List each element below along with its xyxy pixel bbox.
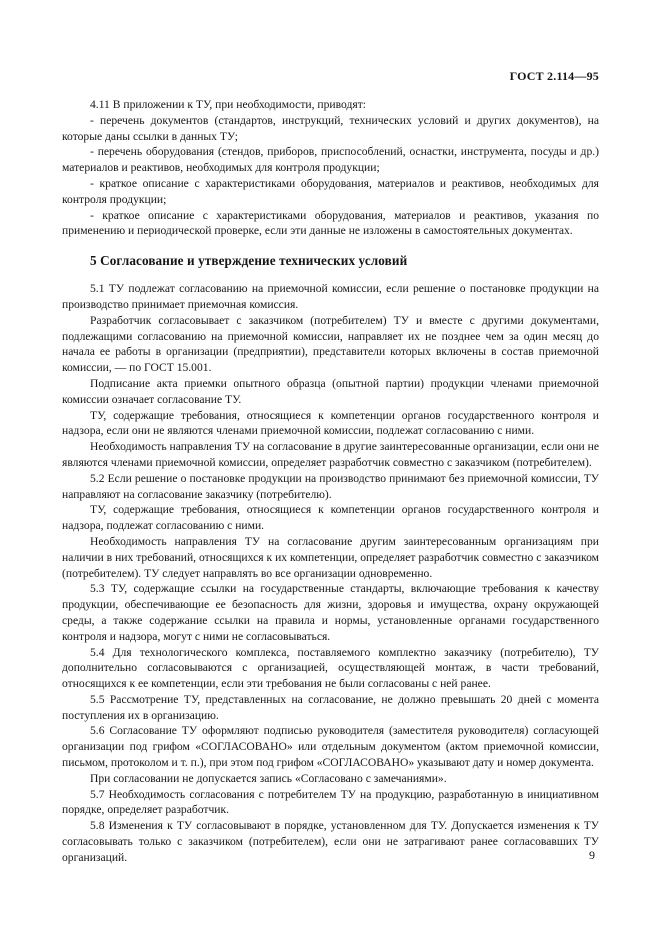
document-body: [62, 97, 599, 866]
paragraph: 5.2 Если решение о постановке продукции на производство принимают без приемочной комиссии, ТУ направляют на согласование заказчику (потребителю).: [62, 471, 599, 501]
list-item: - краткое описание с характеристиками оборудования, материалов и реактивов, указания по применению и периодической проверке, если эти данные не изложены в самостоятельных документах.: [62, 208, 599, 238]
section-heading: 5 Согласование и утверждение технических условий: [90, 253, 408, 269]
section-4-11: [62, 97, 599, 239]
paragraph: 5.5 Рассмотрение ТУ, представленных на согласование, не должно превышать 20 дней с момента поступления их в организацию.: [62, 692, 599, 722]
paragraph: 4.11 В приложении к ТУ, при необходимости, приводят:: [90, 98, 366, 111]
paragraph: 5.7 Необходимость согласования с потребителем ТУ на продукцию, разработанную в инициативном порядке, определяет разработчик.: [62, 787, 599, 817]
paragraph: Подписание акта приемки опытного образца (опытной партии) продукции членами приемочной комиссии означает согласование ТУ.: [62, 376, 599, 406]
list-item: - перечень документов (стандартов, инструкций, технических условий и других документов), на которые даны ссылки в данных ТУ;: [62, 113, 599, 143]
paragraph: 5.3 ТУ, содержащие ссылки на государственные стандарты, включающие требования к качеству продукции, обеспечивающие ее безопасность для жизни, здоровья и имущества, охрану окружающей среды, а также содержание ссылки на правила и нормы, установленные органами государственного контроля и надзора, могут с ними не согласовываться.: [62, 582, 599, 643]
paragraph: 5.1 ТУ подлежат согласованию на приемочной комиссии, если решение о постановке продукции на производство принимает приемочная комиссия.: [62, 282, 599, 311]
paragraph: 5.8 Изменения к ТУ согласовывают в порядке, установленном для ТУ. Допускается изменения к ТУ согласовывать только с заказчиком (потребителем), если они не затрагивают ранее согласовавших ТУ организаций.: [62, 819, 599, 864]
list-item: - краткое описание с характеристиками оборудования, материалов и реактивов, необходимых для контроля продукции;: [62, 176, 599, 206]
paragraph: При согласовании не допускается запись «Согласовано с замечаниями».: [90, 771, 447, 785]
paragraph: Необходимость направления ТУ на согласование другим заинтересованным организациям при наличии в них требований, относящихся к их компетенции, определяет разработчик совместно с заказчиком (потребителем). ТУ следует направлять во все организации одновременно.: [62, 534, 599, 580]
paragraph: 5.4 Для технологического комплекса, поставляемого комплектно заказчику (потребителю), ТУ дополнительно согласовываются с организацией, осуществляющей монтаж, в части требований, относящихся к ее компетенции, если эти требования не были согласованы с ней ранее.: [62, 645, 599, 691]
paragraph: ТУ, содержащие требования, относящиеся к компетенции органов государственного контроля и надзора, если они не являются членами приемочной комиссии, подлежат согласованию с ними.: [62, 408, 599, 438]
paragraph: 5.6 Согласование ТУ оформляют подписью руководителя (заместителя руководителя) согласующей организации под грифом «СОГЛАСОВАНО» или отдельным документом (актом приемочной комиссии, письмом, протоколом и т. п.), при этом под грифом «СОГЛАСОВАНО» указывают дату и номер документа.: [62, 724, 599, 770]
page-number: 9: [589, 848, 595, 862]
paragraph: Необходимость направления ТУ на согласование в другие заинтересованные организации, если они не являются членами приемочной комиссии, определяет разработчик совместно с заказчиком (потребителем).: [62, 440, 600, 469]
list-item: - перечень оборудования (стендов, приборов, приспособлений, оснастки, инструмента, посуды и др.) материалов и реактивов, необходимых для контроля продукции;: [62, 145, 599, 175]
document-code: ГОСТ 2.114—95: [509, 69, 599, 83]
section-5: [62, 281, 599, 865]
paragraph: ТУ, содержащие требования, относящиеся к компетенции органов государственного контроля и надзора, подлежат согласованию с ними.: [62, 503, 599, 533]
paragraph: Разработчик согласовывает с заказчиком (потребителем) ТУ и вместе с другими документами, подлежащими согласованию на приемочной комиссии, направляет их не позднее чем за один месяц до начала ее работы в организации (предприятии), представители которых включены в состав приемочной комиссии, — по ГОСТ 15.001.: [62, 313, 599, 375]
